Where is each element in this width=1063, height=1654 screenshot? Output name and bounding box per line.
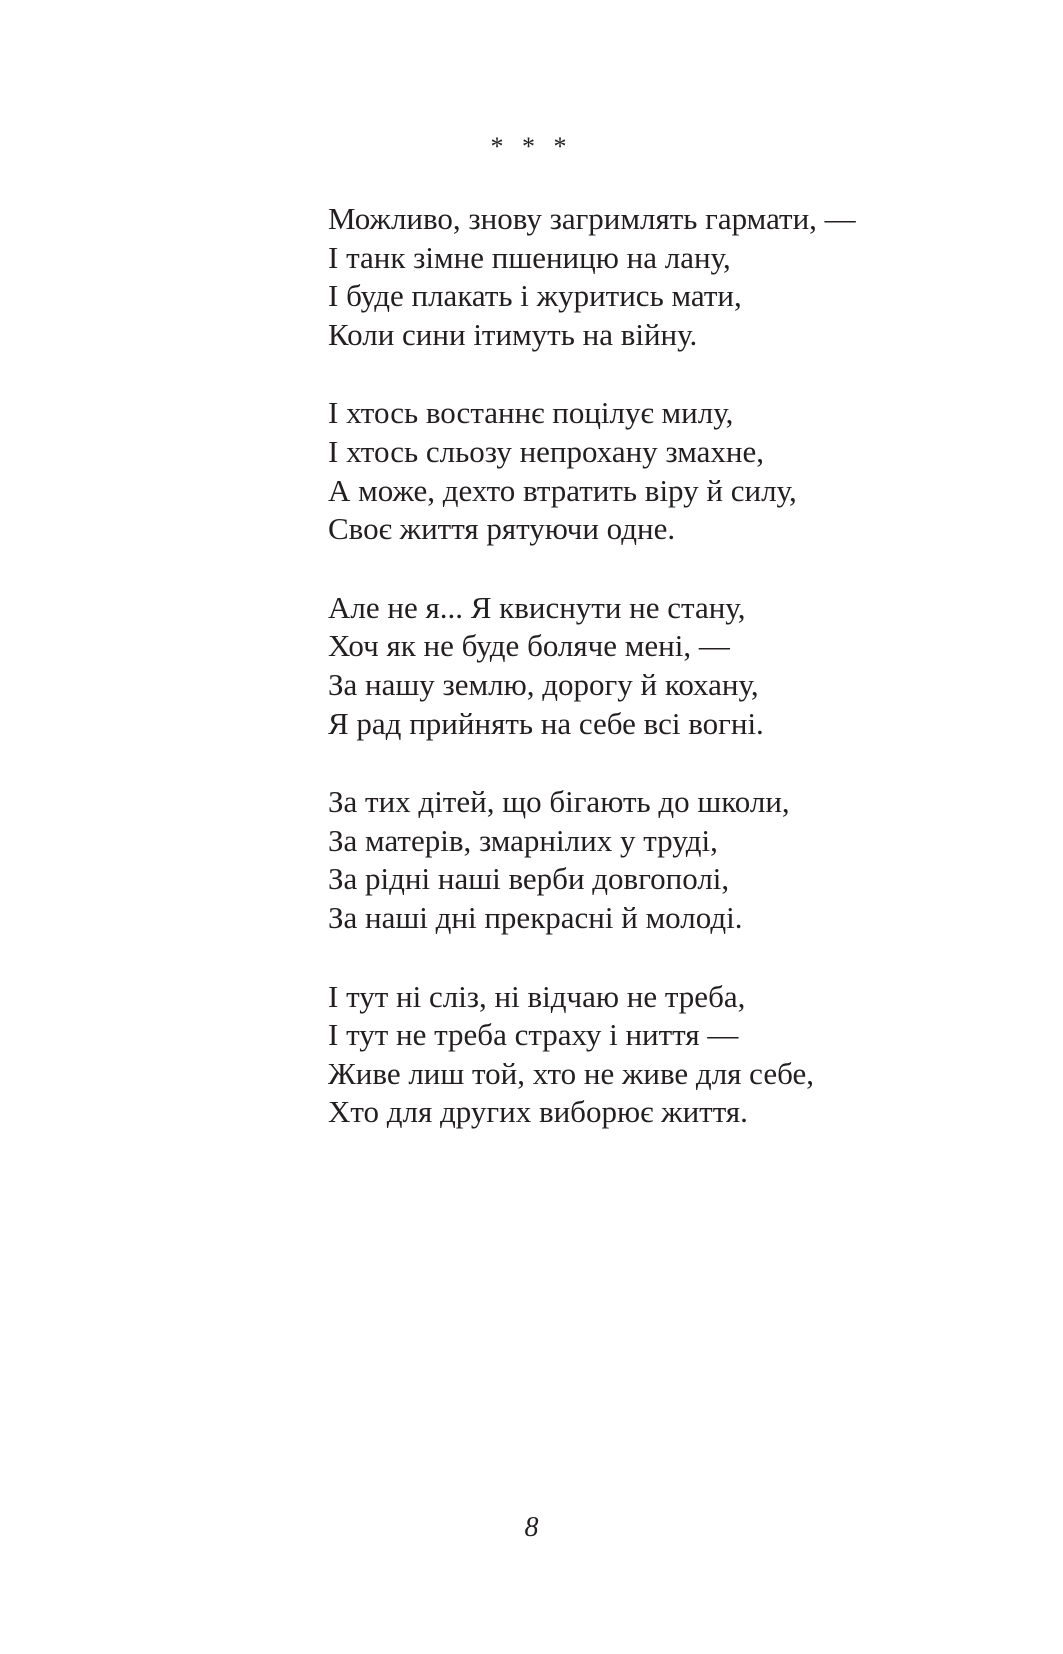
poem-line: Але не я... Я квиснути не стану,: [328, 589, 746, 625]
page-number: 8: [524, 1512, 539, 1543]
stanza-5: [328, 978, 888, 1132]
poem-line: За рідні наші верби довгополі,: [328, 861, 730, 897]
poem: [328, 200, 888, 1172]
stanza-4: [328, 783, 888, 937]
poem-line: Хто для других виборює життя.: [328, 1094, 748, 1130]
poem-line: Коли сини ітимуть на війну.: [328, 316, 698, 352]
poem-line: За матерів, змарнілих у труді,: [328, 822, 718, 858]
stanza-1: [328, 200, 888, 354]
poem-line: І танк зімне пшеницю на лану,: [328, 239, 731, 275]
poem-line: І хтось сльозу непрохану змахне,: [328, 433, 764, 469]
poem-line: За нашу землю, дорогу й кохану,: [328, 666, 759, 702]
poem-line: За тих дітей, що бігають до школи,: [328, 784, 790, 820]
poem-line: І хтось востаннє поцілує милу,: [328, 395, 734, 431]
poem-line: Хоч як не буде боляче мені, —: [328, 628, 730, 664]
poem-line: За наші дні прекрасні й молоді.: [328, 899, 743, 935]
poem-line: І тут не треба страху і ниття —: [328, 1017, 739, 1053]
poem-line: А може, дехто втратить віру й силу,: [328, 472, 797, 508]
poem-line: Своє життя рятуючи одне.: [328, 511, 676, 547]
poem-line: Я рад прийнять на себе всі вогні.: [328, 705, 764, 741]
poem-line: І тут ні сліз, ні відчаю не треба,: [328, 978, 746, 1014]
section-separator: * * *: [490, 132, 573, 161]
poem-line: Живе лиш той, хто не живе для себе,: [328, 1055, 814, 1091]
stanza-3: [328, 589, 888, 743]
poem-line: Можливо, знову загримлять гармати, —: [328, 201, 856, 236]
poem-line: І буде плакать і журитись мати,: [328, 278, 742, 314]
stanza-2: [328, 394, 888, 548]
